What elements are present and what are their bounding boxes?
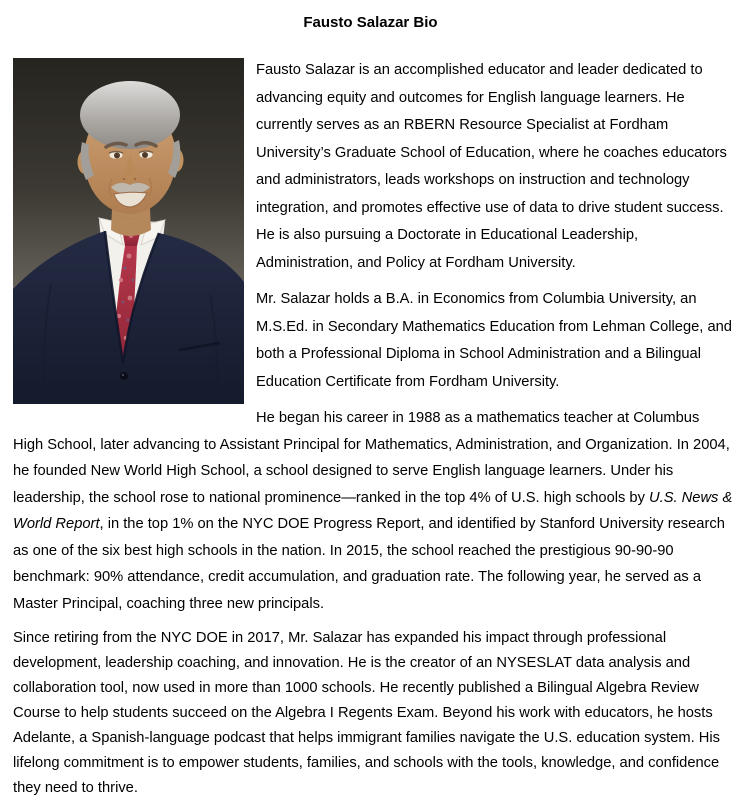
portrait-photo-graphic [13,58,244,404]
bio-paragraph-3-text: He began his career in 1988 as a mathematics teacher at Columbus High School, later advancing to Assistant Principal for Mathematics, Administration, and Organization. In 2004, he founded New World High School, a school designed to serve English language learners. Under his leadership, the school rose to national prominence—ranked in the top 4% of U.S. high schools by [13,410,730,506]
suit-button [120,372,128,380]
document-title: Fausto Salazar Bio [303,14,438,31]
bio-paragraph-1: Fausto Salazar is an accomplished educator and leader dedicated to advancing equity and outcomes for English language learners. He currently serves as an RBERN Resource Specialist at Fordham University’s Graduate School of Education, where he coaches educators and administrators, leads workshops on instruction and technology integration, and promotes effective use of data to drive student success. He is also pursuing a Doctorate in Educational Leadership, Administration, and Policy at Fordham University. [256,62,727,271]
bio-paragraph-2: Mr. Salazar holds a B.A. in Economics from Columbia University, an M.S.Ed. in Secondary Mathematics Education from Lehman College, and both a Professional Diploma in School Administration and a Bilingual Education Certificate from Fordham University. [256,291,732,390]
bio-paragraph-3 [13,405,733,617]
bio-body [0,33,741,801]
publication-title-italic: U.S. News & World Report [13,489,733,532]
hair [80,81,180,149]
bio-paragraph-3-continued: , in the top 1% on the NYC DOE Progress Report, and identified by Stanford University research as one of the six best high schools in the nation. In 2015, the school reached the prestigious 90-90-90 benchmark: 90% attendance, credit accumulation, and graduation rate. The following year, he served as a Master Principal, coaching three new principals. [13,516,725,612]
portrait-photo [13,58,244,404]
bio-paragraph-4: Since retiring from the NYC DOE in 2017, Mr. Salazar has expanded his impact through professional development, leadership coaching, and innovation. He is the creator of an NYSESLAT data analysis and collaboration tool, now used in more than 1000 schools. He recently published a Bilingual Algebra Review Course to help students succeed on the Algebra I Regents Exam. Beyond his work with educators, he hosts Adelante, a Spanish-language podcast that helps immigrant families navigate the U.S. education system. His lifelong commitment is to empower students, families, and schools with the tools, knowledge, and confidence they need to thrive. [13,630,721,796]
